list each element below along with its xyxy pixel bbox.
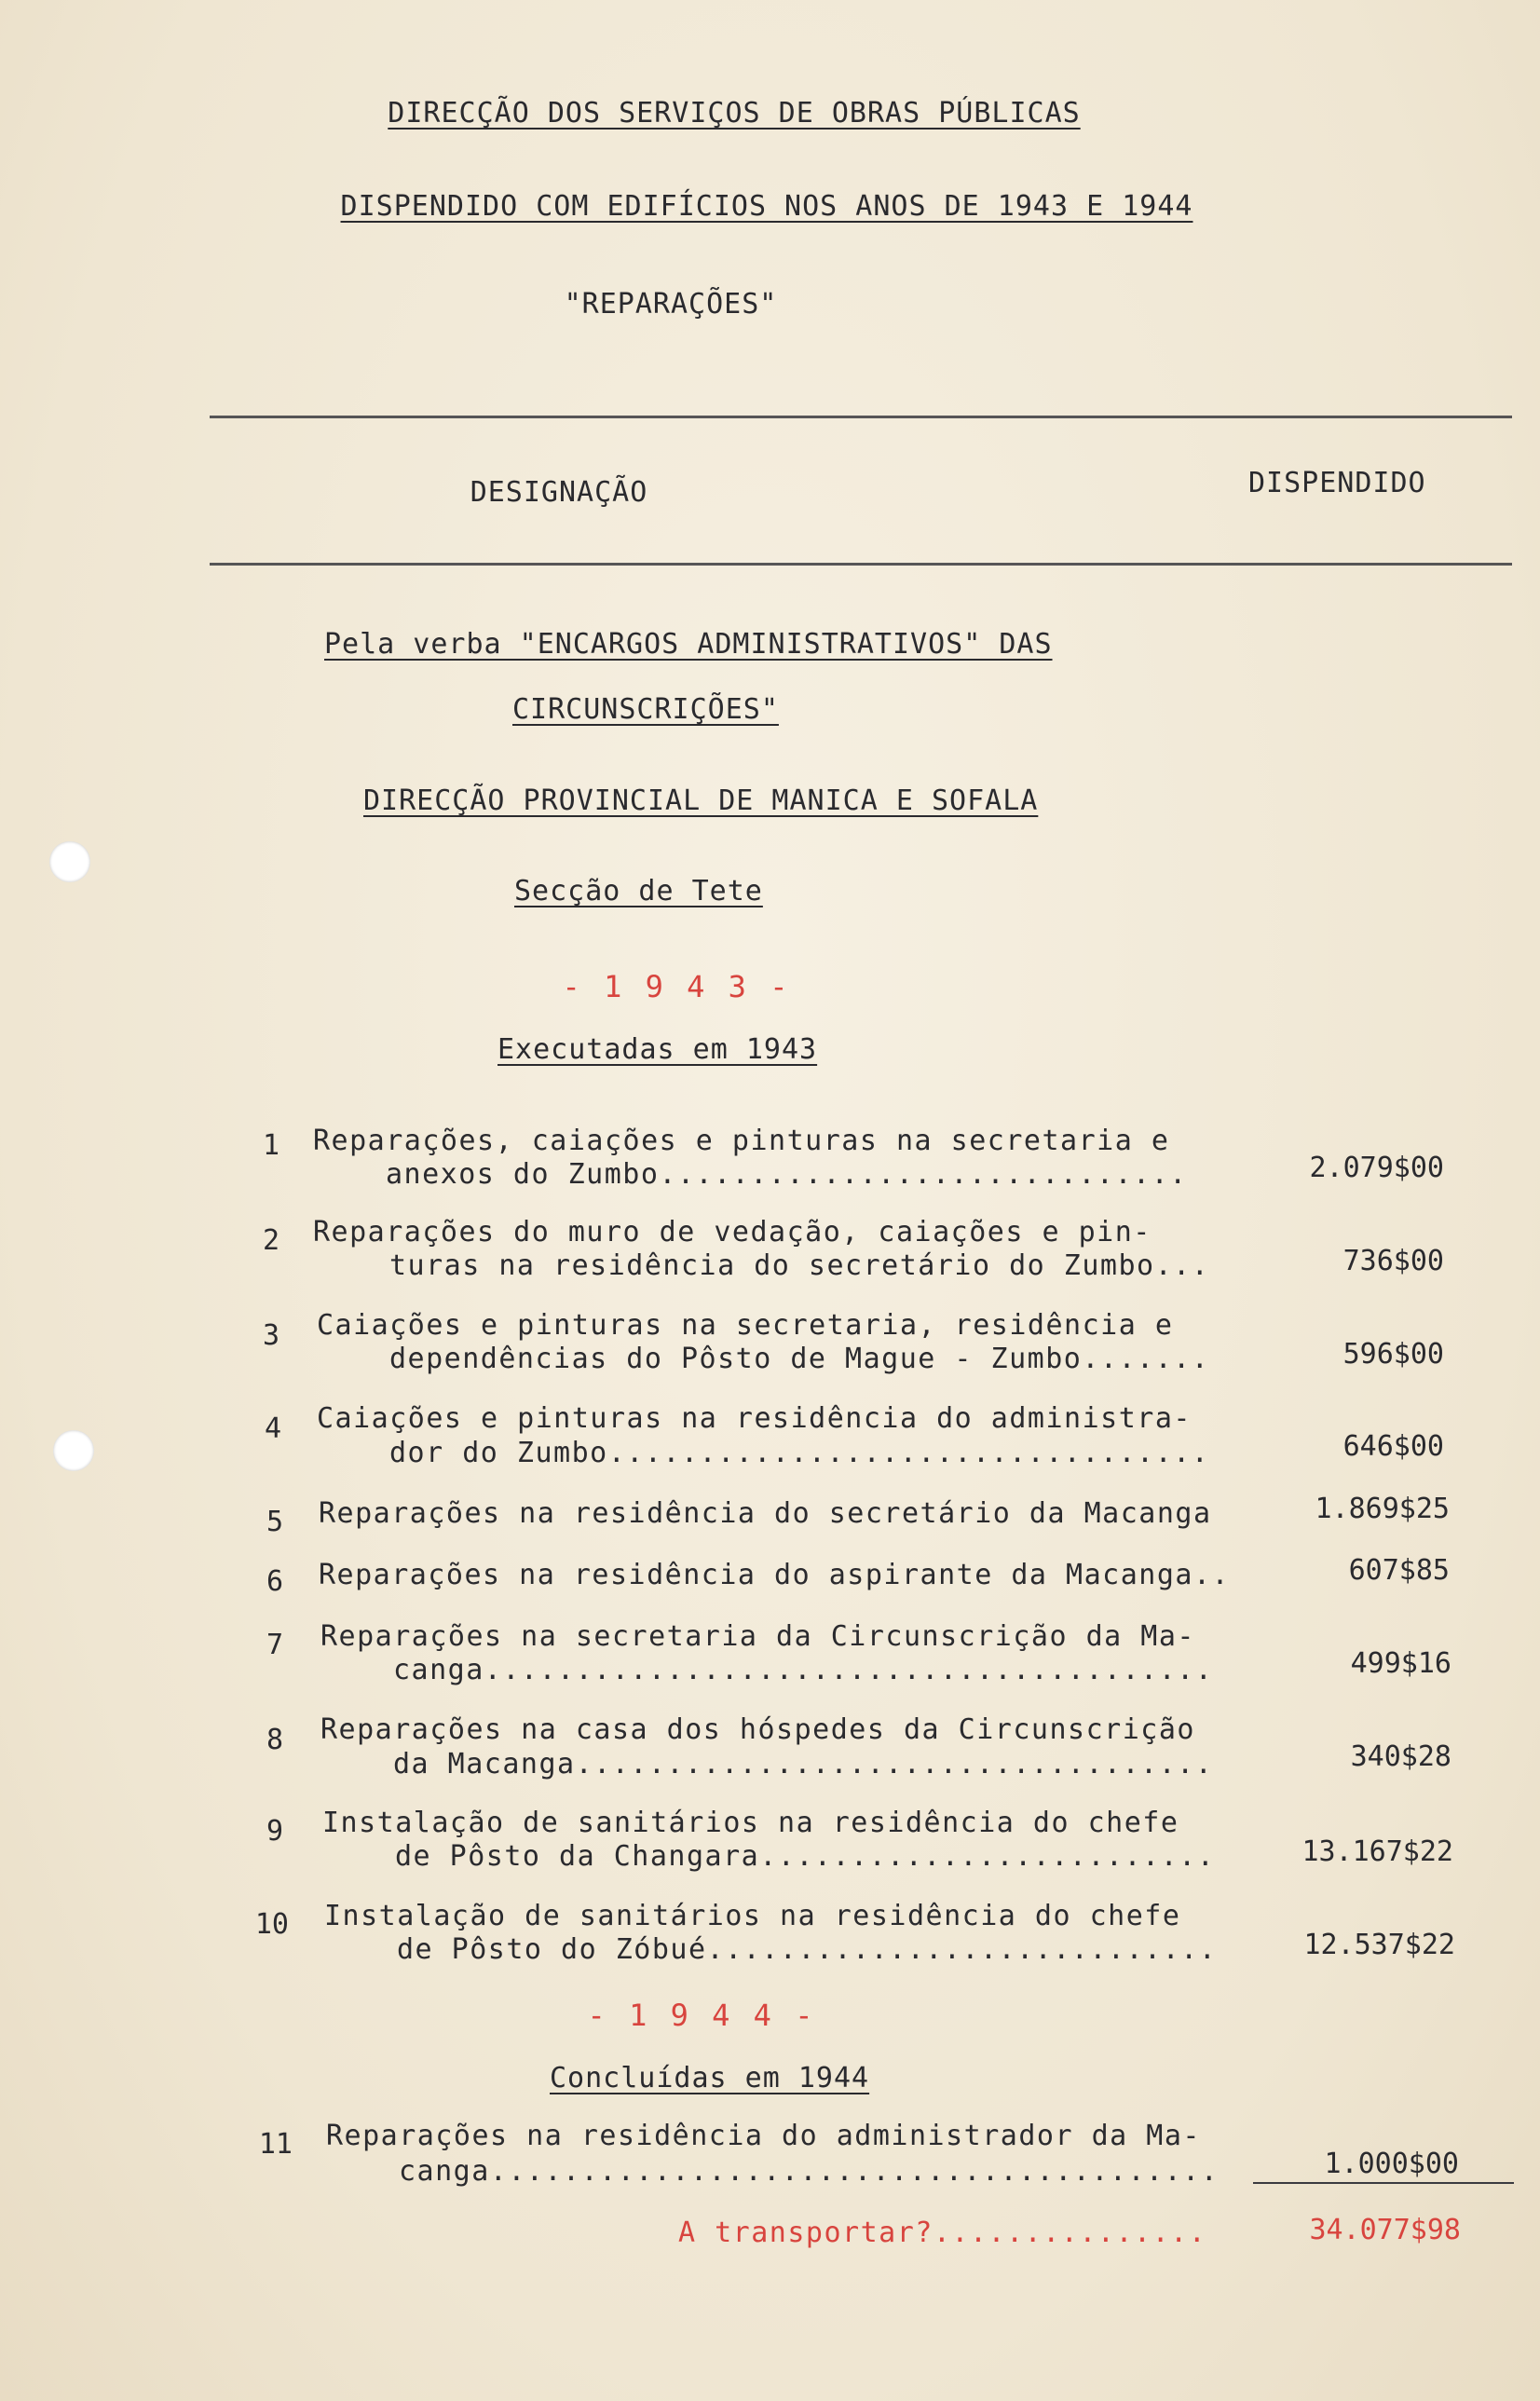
total-value: 34.077$98	[1309, 2214, 1461, 2246]
item-description-cont: canga........................................	[399, 2155, 1220, 2188]
header-rule-top	[210, 416, 1512, 418]
sum-rule	[1253, 2182, 1514, 2184]
item-value: 646$00	[1342, 1430, 1444, 1463]
punch-hole	[53, 1430, 94, 1471]
punch-hole	[49, 841, 90, 882]
item-value: 596$00	[1342, 1338, 1444, 1371]
item-number: 1	[262, 1129, 279, 1162]
item-value: 12.537$22	[1303, 1929, 1455, 1961]
header-subtitle: DISPENDIDO COM EDIFÍCIOS NOS ANOS DE 1943 E 1944	[340, 190, 1193, 223]
year-1943-label: - 1 9 4 3 -	[562, 969, 791, 1004]
item-value: 499$16	[1350, 1647, 1451, 1680]
column-spent: DISPENDIDO	[1248, 467, 1426, 499]
subsection-title: Secção de Tete	[514, 875, 763, 907]
item-number: 8	[266, 1724, 283, 1756]
item-value: 340$28	[1350, 1740, 1451, 1773]
item-description: Reparações na residência do administrador da Ma-	[326, 2120, 1201, 2152]
column-designation: DESIGNAÇÃO	[470, 476, 648, 509]
item-description: Reparações na secretaria da Circunscrição da Ma-	[320, 1620, 1195, 1653]
header-title: DIRECÇÃO DOS SERVIÇOS DE OBRAS PÚBLICAS	[388, 97, 1081, 130]
item-description: Reparações na residência do secretário da Macanga	[319, 1497, 1212, 1530]
header-rule-bottom	[210, 563, 1512, 566]
item-value: 607$85	[1348, 1554, 1450, 1587]
item-description-cont: dor do Zumbo.................................	[389, 1437, 1210, 1469]
item-description-cont: canga........................................	[393, 1654, 1214, 1686]
item-description: Reparações, caiações e pinturas na secretaria e	[313, 1125, 1170, 1157]
provincial-direction: DIRECÇÃO PROVINCIAL DE MANICA E SOFALA	[363, 784, 1039, 817]
verba-heading-cont: CIRCUNSCRIÇÕES"	[512, 693, 779, 726]
total-label: A transportar?...............	[678, 2217, 1207, 2249]
item-description: Reparações na residência do aspirante da Macanga..	[319, 1559, 1231, 1591]
year-1943-subtitle: Executadas em 1943	[497, 1033, 818, 1066]
verba-heading: Pela verba "ENCARGOS ADMINISTRATIVOS" DAS	[324, 628, 1053, 661]
item-description: Instalação de sanitários na residência do chefe	[324, 1900, 1181, 1932]
item-description-cont: de Pôsto da Changara.........................	[395, 1840, 1216, 1873]
item-description: Reparações do muro de vedação, caiações e pin-	[313, 1216, 1152, 1248]
item-number: 2	[262, 1224, 279, 1257]
item-number: 11	[258, 2128, 293, 2161]
year-1944-subtitle: Concluídas em 1944	[550, 2062, 870, 2094]
header-category: "REPARAÇÕES"	[564, 288, 778, 321]
item-value: 2.079$00	[1309, 1152, 1444, 1184]
item-description-cont: anexos do Zumbo.............................	[386, 1158, 1188, 1191]
item-description-cont: da Macanga...................................	[393, 1748, 1214, 1780]
item-number: 5	[266, 1506, 283, 1538]
item-value: 736$00	[1342, 1245, 1444, 1277]
year-1944-label: - 1 9 4 4 -	[587, 1998, 816, 2033]
item-description: Caiações e pinturas na residência do administra-	[317, 1402, 1192, 1435]
item-value: 13.167$22	[1302, 1835, 1453, 1868]
item-number: 10	[254, 1908, 289, 1941]
item-description: Reparações na casa dos hóspedes da Circunscrição	[320, 1713, 1195, 1746]
item-description-cont: dependências do Pôsto de Mague - Zumbo.......	[389, 1343, 1210, 1375]
item-number: 3	[262, 1319, 279, 1352]
item-number: 4	[264, 1412, 281, 1445]
item-description: Caiações e pinturas na secretaria, residência e	[317, 1309, 1174, 1342]
item-description-cont: turas na residência do secretário do Zumbo...	[389, 1249, 1210, 1282]
item-value: 1.000$00	[1324, 2148, 1459, 2180]
item-description: Instalação de sanitários na residência do chefe	[322, 1807, 1179, 1839]
item-number: 9	[266, 1815, 283, 1848]
item-value: 1.869$25	[1315, 1493, 1450, 1525]
item-number: 7	[266, 1629, 283, 1661]
item-description-cont: de Pôsto do Zóbué............................	[397, 1933, 1218, 1966]
item-number: 6	[266, 1565, 283, 1598]
